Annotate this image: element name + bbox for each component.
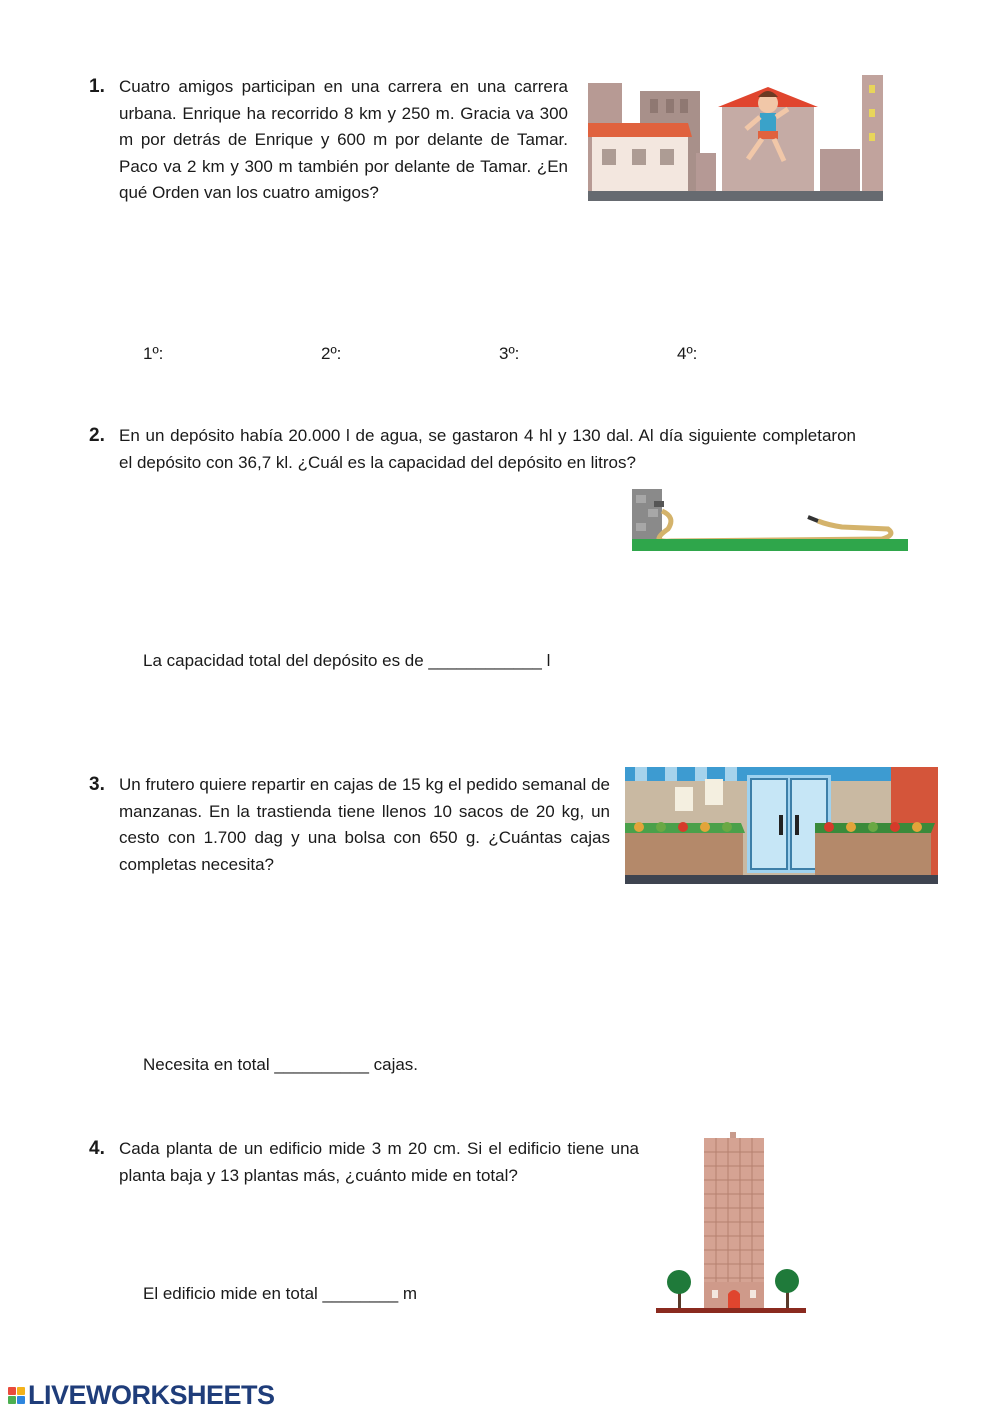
logo-text: LIVEWORKSHEETS: [28, 1379, 275, 1410]
liveworksheets-logo: [8, 1380, 275, 1410]
question-text: Cuatro amigos participan en una carrera en una carrera urbana. Enrique ha recorrido 8 km y 250 m. Gracia va 300 m por detrás de Enrique y 600 m por delante de Tamar. Paco va 2 km y 300 m también por delante de Tamar. ¿En qué Orden van los cuatro amigos?: [119, 77, 568, 203]
answer-line: El edificio mide en total ________ m: [143, 1284, 418, 1303]
question-number: 4.: [89, 1138, 105, 1159]
skyscraper-illustration-icon: [656, 1132, 808, 1317]
question-number: 1.: [89, 76, 105, 97]
logo-blocks-icon: [8, 1387, 25, 1404]
question-text: Cada planta de un edificio mide 3 m 20 cm. Si el edificio tiene una planta baja y 13 plantas más, ¿cuánto mide en total?: [119, 1139, 639, 1185]
answer-line: Necesita en total __________ cajas.: [143, 1055, 419, 1074]
question-text: Un frutero quiere repartir en cajas de 15 kg el pedido semanal de manzanas. En la trastienda tiene llenos 10 sacos de 20 kg, un cesto con 1.700 dag y una bolsa con 650 g. ¿Cuántas cajas completas necesita?: [119, 775, 610, 874]
order-label-1: 1º:: [143, 344, 164, 363]
fruit-shop-illustration-icon: [625, 767, 938, 884]
answer-line: La capacidad total del depósito es de ____________ l: [143, 651, 551, 670]
order-label-2: 2º:: [321, 344, 342, 363]
question-text: En un depósito había 20.000 l de agua, se gastaron 4 hl y 130 dal. Al día siguiente completaron el depósito con 36,7 kl. ¿Cuál es la capacidad del depósito en litros?: [119, 426, 856, 472]
order-label-4: 4º:: [677, 344, 698, 363]
question-number: 2.: [89, 425, 105, 446]
garden-hose-illustration-icon: [632, 487, 908, 551]
runner-city-illustration-icon: [588, 75, 883, 201]
question-number: 3.: [89, 774, 105, 795]
order-label-3: 3º:: [499, 344, 520, 363]
